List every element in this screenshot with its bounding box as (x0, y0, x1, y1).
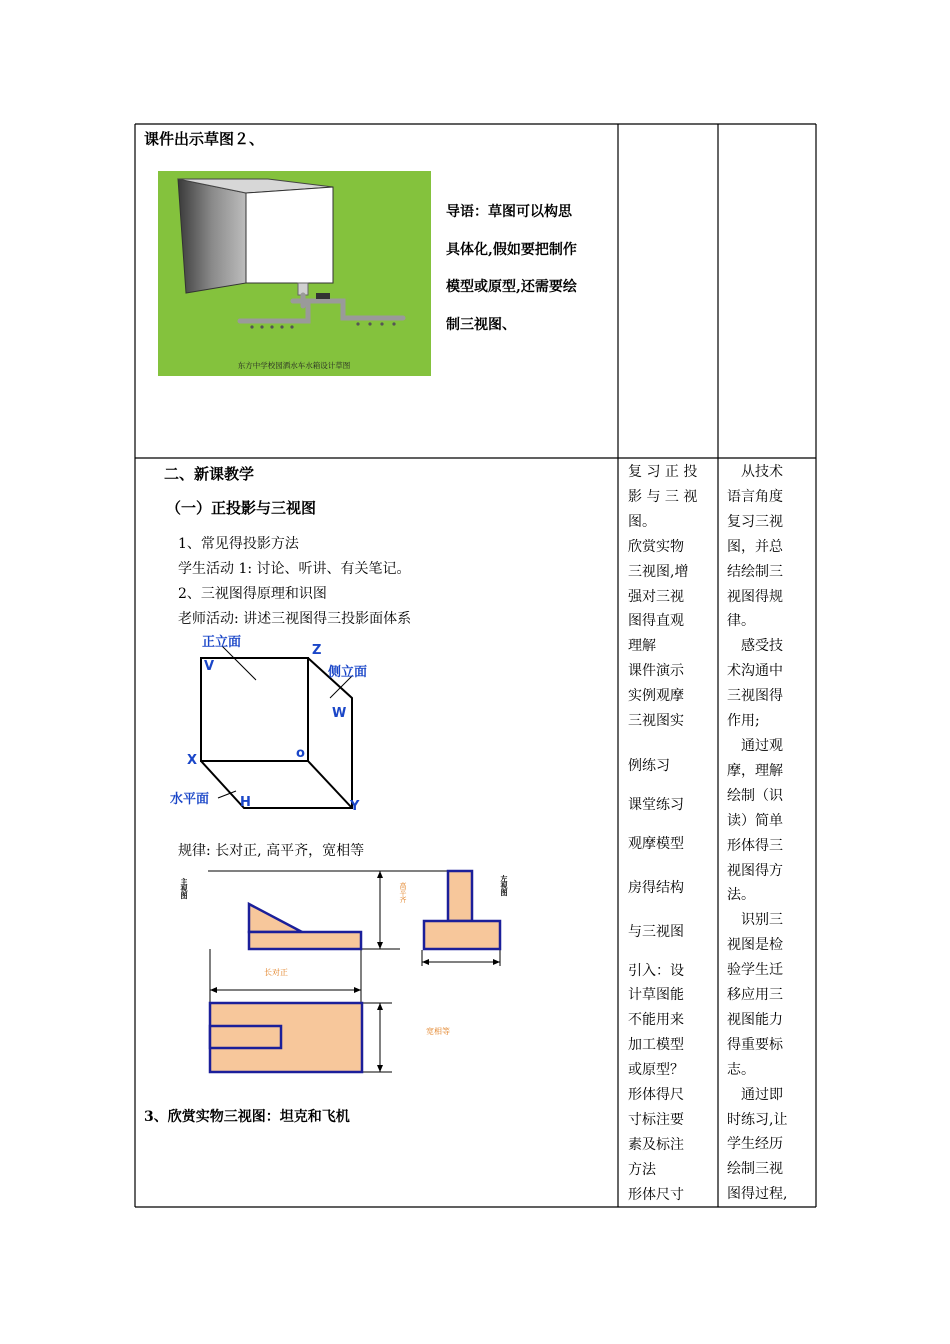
guide-text: 导语：草图可以构思 具体化,假如要把制作 模型或原型,还需要绘 制三视图、 (446, 204, 577, 333)
label-horizontal-plane: 水平面 (170, 792, 210, 807)
label-front-plane: 正立面 (202, 635, 242, 650)
lesson-lines: 1、常见得投影方法 学生活动 1: 讨论、听讲、有关笔记。 2、三视图得原理和识图 老师活动: 讲述三视图得三投影面体系 (178, 536, 412, 627)
item3-text: 3、欣赏实物三视图：坦克和飞机 (144, 1109, 350, 1125)
label-front-view: 主视图 (180, 878, 188, 899)
water-tank-sketch-image (158, 171, 431, 376)
svg-text:Y: Y (350, 799, 360, 814)
projection-planes-diagram (160, 628, 390, 818)
label-length-align: 长对正 (264, 968, 288, 977)
section-heading: 二、新课教学 (164, 465, 255, 483)
svg-text:o: o (296, 746, 305, 761)
sketch-title: 课件出示草图２、 (144, 130, 265, 148)
svg-text:W: W (332, 706, 347, 721)
label-height-equal: 高平齐 (399, 882, 407, 903)
section-subheading: （一）正投影与三视图 (166, 499, 317, 517)
svg-text:X: X (187, 753, 198, 768)
rule-text: 规律: 长对正, 高平齐，宽相等 (178, 843, 365, 859)
col2-text: 复 习 正 投 影 与 三 视 图。 欣赏实物 三视图,增 强对三视 图得直观 理解 课件演示 实例观摩 三视图实 例练习 课堂练习 观摩模型 房得结构 与三视图 引入：设 计草图能 不能用来 加工模型 或原型？ 形体得尺 寸标注要 素及标注 方法 形体尺寸 (628, 464, 698, 1203)
label-left-view: 左视图 (500, 875, 508, 896)
three-views-diagram (170, 862, 520, 1080)
label-width-equal: 宽相等 (426, 1027, 450, 1036)
svg-text:V: V (204, 659, 215, 674)
col3-text: 从技术 语言角度 复习三视 图，并总 结绘制三 视图得规 律。 感受技 术沟通中 三视图得 作用; 通过观 摩，理解 绘制（识 读）简单 形体得三 视图得方 法。 识别三 视图是检 验学生迁 移应用三 视图能力 得重要标 志。 通过即 时练习,让 学生经历 绘制三视 图得过程, (727, 464, 788, 1203)
sketch-caption: 东方中学校园洒水车水箱设计草图 (237, 361, 351, 370)
svg-text:Z: Z (312, 643, 322, 658)
svg-text:H: H (240, 795, 251, 810)
label-side-plane: 侧立面 (328, 665, 368, 680)
